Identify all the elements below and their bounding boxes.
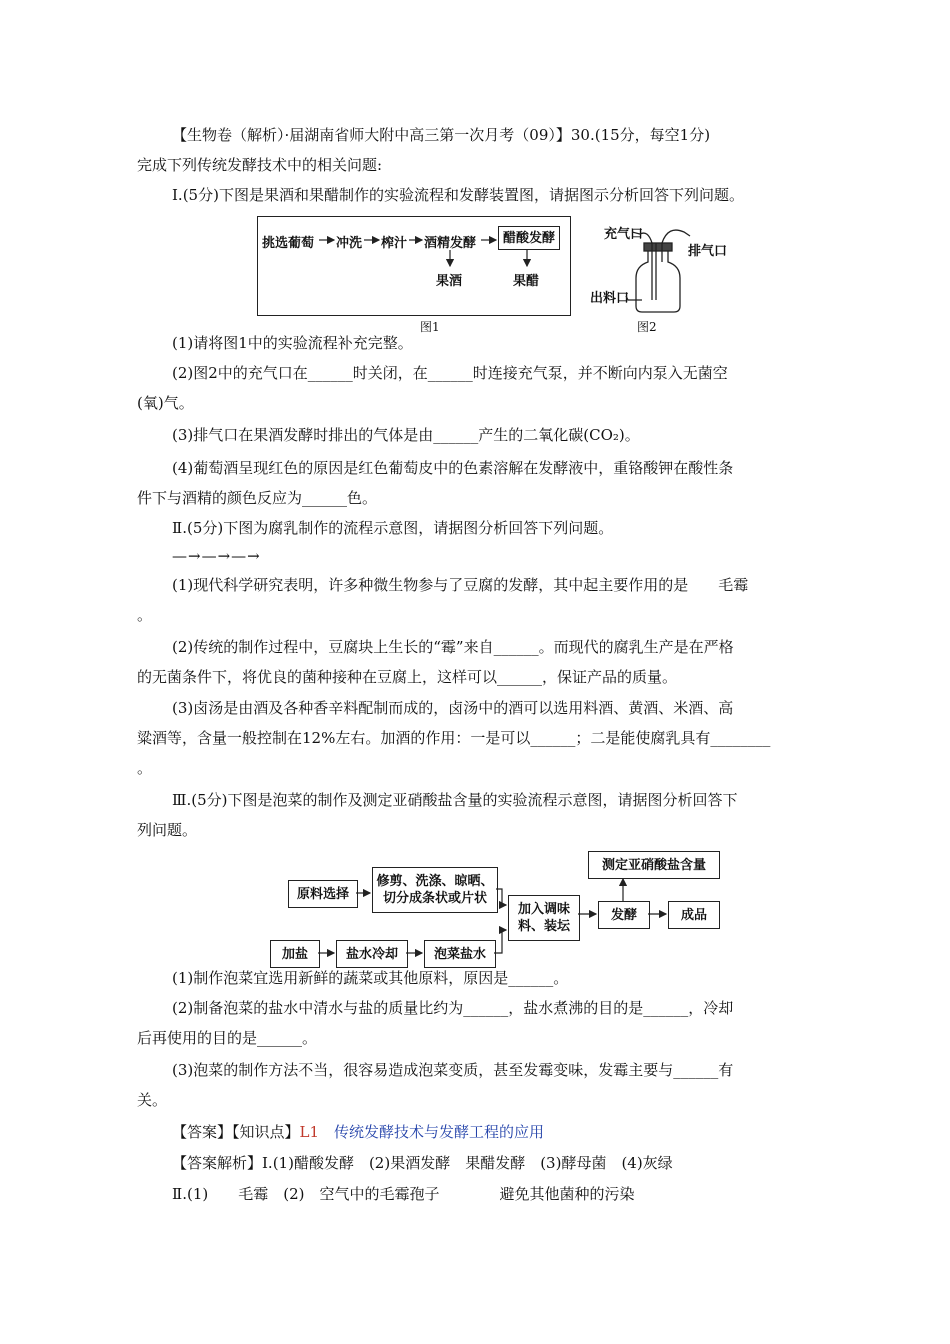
figure2-caption: 图2 xyxy=(637,320,657,334)
flow-measure-nitrite: 测定亚硝酸盐含量 xyxy=(588,851,720,879)
fig2-label-discharge: 出料口 xyxy=(590,291,630,306)
part2-q3-line2: 粱酒等，含量一般控制在12%左右。加酒的作用：一是可以______；二是能使腐乳具有________ xyxy=(137,729,771,747)
part3-q3-line1: (3)泡菜的制作方法不当，很容易造成泡菜变质，甚至发霉变味，发霉主要与______有 xyxy=(172,1061,734,1079)
fig1-arrows xyxy=(319,240,527,266)
part3-q2-line1: (2)制备泡菜的盐水中清水与盐的质量比约为______，盐水煮沸的目的是______，冷却 xyxy=(172,999,734,1017)
part3-q3-line2: 关。 xyxy=(137,1091,168,1109)
answer-analysis-line1: 【答案解析】Ⅰ.(1)醋酸发酵 (2)果酒发酵 果醋发酵 (3)酵母菌 (4)灰绿 xyxy=(172,1154,673,1172)
flow-brine-cool: 盐水冷却 xyxy=(336,940,408,968)
part2-q1-line2: 。 xyxy=(137,606,153,624)
part2-q3-line3: 。 xyxy=(137,759,153,777)
answer-analysis-line2: Ⅱ.(1) 毛霉 (2) 空气中的毛霉孢子 避免其他菌种的污染 xyxy=(172,1185,635,1203)
part2-title: Ⅱ.(5分)下图为腐乳制作的流程示意图，请据图分析回答下列问题。 xyxy=(172,519,614,537)
flow-add-salt: 加盐 xyxy=(270,940,320,968)
flow-arrows xyxy=(318,879,666,953)
flow-season-jar: 加入调味料、装坛 xyxy=(508,895,580,941)
knowledge-code: L1 xyxy=(299,1123,320,1141)
part2-flow: —→—→—→ xyxy=(172,547,261,565)
fig1-step-acetic: 醋酸发酵 xyxy=(498,226,560,250)
flow-trim-wash: 修剪、洗涤、晾晒、切分成条状或片状 xyxy=(372,867,498,913)
part2-q3-line1: (3)卤汤是由酒及各种香辛料配制而成的，卤汤中的酒可以选用料酒、黄酒、米酒、高 xyxy=(172,699,734,717)
part3-q2-line2: 后再使用的目的是______。 xyxy=(137,1029,318,1047)
part1-q3: (3)排气口在果酒发酵时排出的气体是由______产生的二氧化碳(CO₂)。 xyxy=(172,426,640,444)
flow-raw-select: 原料选择 xyxy=(288,880,358,908)
part2-q2-line1: (2)传统的制作过程中，豆腐块上生长的“霉”来自______。而现代的腐乳生产是在严格 xyxy=(172,638,734,656)
part2-q1-line1: (1)现代科学研究表明，许多种微生物参与了豆腐的发酵，其中起主要作用的是 毛霉 xyxy=(172,576,749,594)
knowledge-topic: 传统发酵技术与发酵工程的应用 xyxy=(334,1123,545,1141)
fig1-step-juice: 榨汁 xyxy=(381,236,408,251)
fermenter-flask xyxy=(626,230,690,312)
part1-q4-line2: 件下与酒精的颜色反应为______色。 xyxy=(137,489,378,507)
part1-q1: (1)请将图1中的实验流程补充完整。 xyxy=(172,334,413,352)
part1-q4-line1: (4)葡萄酒呈现红色的原因是红色葡萄皮中的色素溶解在发酵液中，重铬酸钾在酸性条 xyxy=(172,459,734,477)
part1-q2-line2: (氧)气。 xyxy=(137,394,194,412)
fig2-label-outlet: 排气口 xyxy=(688,244,728,259)
fig1-output-wine: 果酒 xyxy=(436,274,463,289)
part3-title-line2: 列问题。 xyxy=(137,821,198,839)
question-intro: 完成下列传统发酵技术中的相关问题: xyxy=(137,156,383,174)
fig2-label-inlet: 充气口 xyxy=(604,227,644,242)
part2-q2-line2: 的无菌条件下，将优良的菌种接种在豆腐上，这样可以______，保证产品的质量。 xyxy=(137,668,678,686)
fig1-step-pick: 挑选葡萄 xyxy=(262,236,315,251)
question-source: 【生物卷（解析）·届湖南省师大附中高三第一次月考（09）】30.(15分，每空1分) xyxy=(172,126,711,144)
fig1-step-alcohol: 酒精发酵 xyxy=(424,236,477,251)
answer-label: 【答案】【知识点】 xyxy=(172,1123,300,1141)
part3-q1: (1)制作泡菜宜选用新鲜的蔬菜或其他原料，原因是______。 xyxy=(172,969,569,987)
figure1-caption: 图1 xyxy=(420,320,440,334)
part3-title-line1: Ⅲ.(5分)下图是泡菜的制作及测定亚硝酸盐含量的实验流程示意图，请据图分析回答下 xyxy=(172,791,738,809)
flow-ferment: 发酵 xyxy=(598,901,650,929)
fig1-step-rinse: 冲洗 xyxy=(336,236,363,251)
flow-product: 成品 xyxy=(668,901,720,929)
part1-title: Ⅰ.(5分)下图是果酒和果醋制作的实验流程和发酵装置图，请据图示分析回答下列问题。 xyxy=(172,186,744,204)
fig1-output-vinegar: 果醋 xyxy=(513,274,540,289)
flow-pickle-brine: 泡菜盐水 xyxy=(424,940,496,968)
part1-q2-line1: (2)图2中的充气口在______时关闭，在______时连接充气泵，并不断向内泵入无菌空 xyxy=(172,364,728,382)
